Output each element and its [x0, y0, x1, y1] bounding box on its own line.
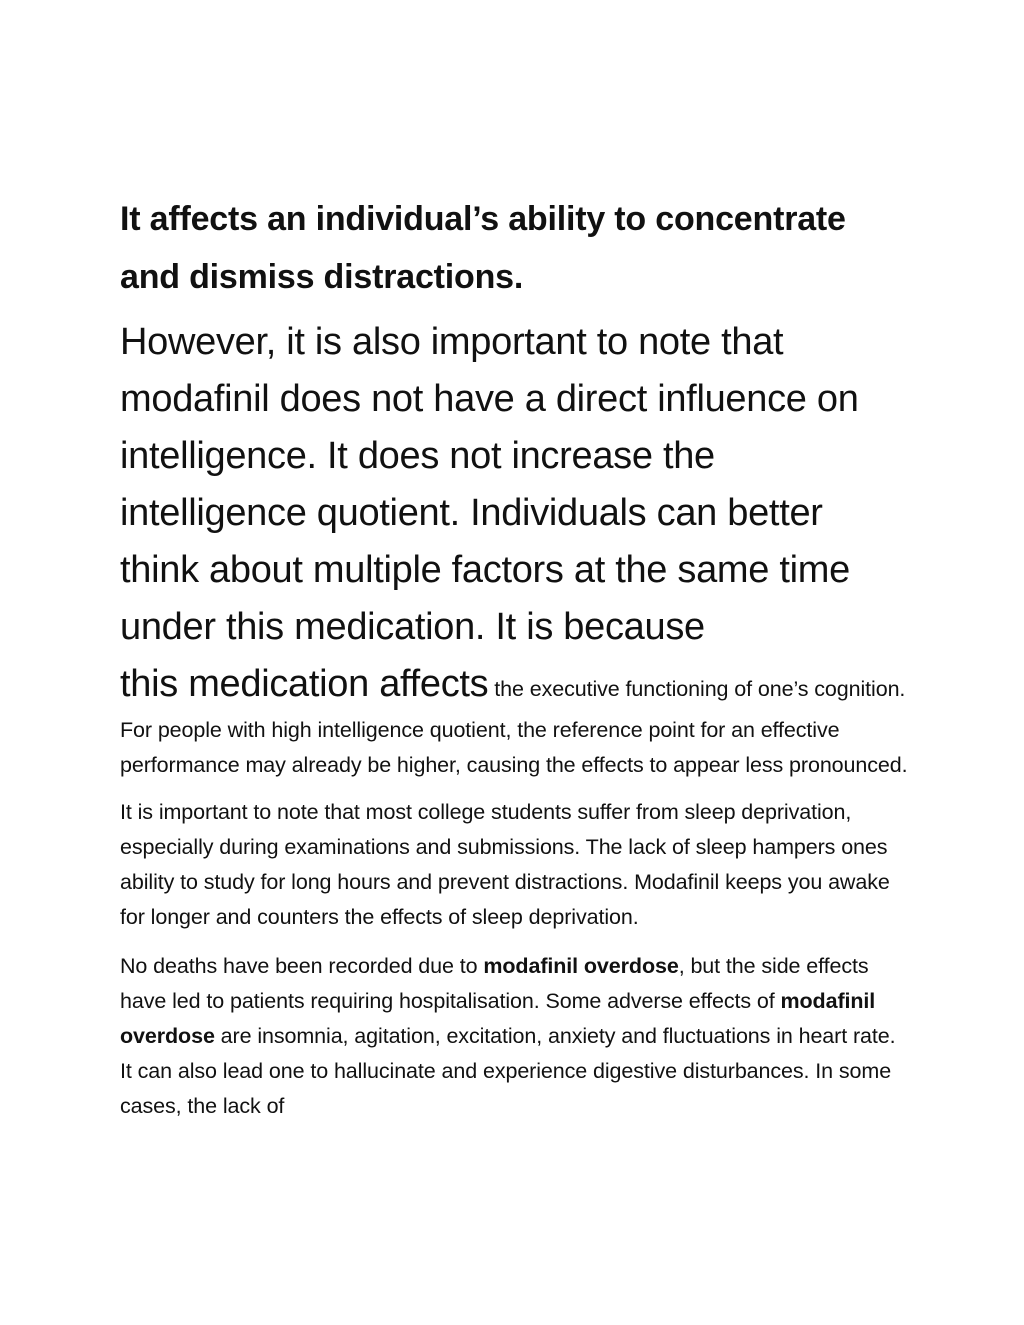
overdose-text-3: are insomnia, agitation, excitation, anxiety and fluctuations in heart rate. It can also lead one to hallucinate and experience digestive disturbances. In some cases, the lack of	[120, 1024, 896, 1118]
overdose-text-2: , but the side effects have led to patients requiring hospitalisation. Some adverse effects of	[120, 954, 869, 1013]
document-page	[120, 190, 910, 1138]
mixed-paragraph-large-text: this medication affects	[120, 663, 489, 705]
overdose-paragraph	[120, 949, 910, 1124]
overdose-text-1: No deaths have been recorded due to	[120, 954, 484, 978]
mixed-size-paragraph	[120, 656, 910, 783]
large-paragraph: However, it is also important to note that modafinil does not have a direct influence on intelligence. It does not increase the intelligence quotient. Individuals can better think about multiple factors at the same time under this medication. It is because	[120, 321, 859, 648]
section-heading: It affects an individual’s ability to concentrate and dismiss distractions.	[120, 200, 846, 296]
overdose-bold-2: modafinil overdose	[120, 989, 876, 1048]
overdose-bold-1: modafinil overdose	[483, 954, 679, 978]
sleep-deprivation-paragraph: It is important to note that most college students suffer from sleep deprivation, especially during examinations and submissions. The lack of sleep hampers ones ability to study for long hours and prevent distractions. Modafinil keeps you awake for longer and counters the effects of sleep deprivation.	[120, 800, 890, 929]
mixed-paragraph-small-text: the executive functioning of one’s cognition. For people with high intelligence quotient, the reference point for an effective performance may already be higher, causing the effects to appear less pronounced.	[120, 677, 908, 777]
